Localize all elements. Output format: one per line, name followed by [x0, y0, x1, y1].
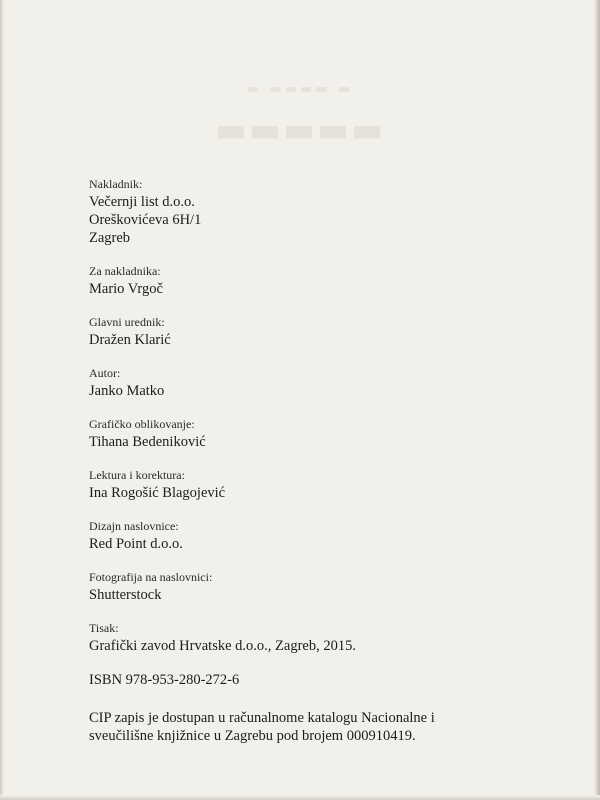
cover-photo-label: Fotografija na naslovnici:	[89, 570, 213, 584]
author-block	[89, 365, 559, 400]
editor-name: Dražen Klarić	[89, 332, 171, 348]
design-label: Grafičko oblikovanje:	[89, 417, 195, 431]
imprint-page	[89, 176, 559, 761]
cip-line: CIP zapis je dostupan u računalnome katalogu Nacionalne i	[89, 710, 435, 726]
for-publisher-label: Za nakladnika:	[89, 264, 161, 278]
editor-block	[89, 314, 559, 349]
cover-design-label: Dizajn naslovnice:	[89, 519, 179, 533]
bleed-through-text: ▬ ▬▬▬▬ ▬	[246, 82, 354, 97]
cover-design-block	[89, 518, 559, 553]
author-label: Autor:	[89, 366, 121, 380]
for-publisher-name: Mario Vrgoč	[89, 281, 163, 297]
cover-photo-block	[89, 569, 559, 604]
proofreading-block	[89, 467, 559, 502]
print-label: Tisak:	[89, 621, 119, 635]
proofreading-label: Lektura i korektura:	[89, 468, 185, 482]
print-block	[89, 620, 559, 655]
isbn-block	[89, 671, 559, 689]
print-name: Grafički zavod Hrvatske d.o.o., Zagreb, 2015.	[89, 638, 356, 654]
publisher-block	[89, 176, 559, 247]
author-name: Janko Matko	[89, 383, 165, 399]
publisher-label: Nakladnik:	[89, 177, 143, 191]
isbn-number: ISBN 978-953-280-272-6	[89, 672, 240, 688]
publisher-city: Zagreb	[89, 230, 131, 246]
design-block	[89, 416, 559, 451]
proofreading-name: Ina Rogošić Blagojević	[89, 485, 226, 501]
publisher-street: Oreškovićeva 6H/1	[89, 212, 202, 228]
for-publisher-block	[89, 263, 559, 298]
page-edge	[0, 795, 600, 800]
cover-photo-name: Shutterstock	[89, 587, 162, 603]
bleed-through-title: ▬▬▬▬▬	[214, 110, 386, 150]
cip-line: sveučilišne knjižnice u Zagrebu pod brojem 000910419.	[89, 728, 416, 744]
editor-label: Glavni urednik:	[89, 315, 165, 329]
cip-block	[89, 709, 559, 745]
cover-design-name: Red Point d.o.o.	[89, 536, 183, 552]
publisher-name: Večernji list d.o.o.	[89, 194, 195, 210]
design-name: Tihana Bedeniković	[89, 434, 206, 450]
